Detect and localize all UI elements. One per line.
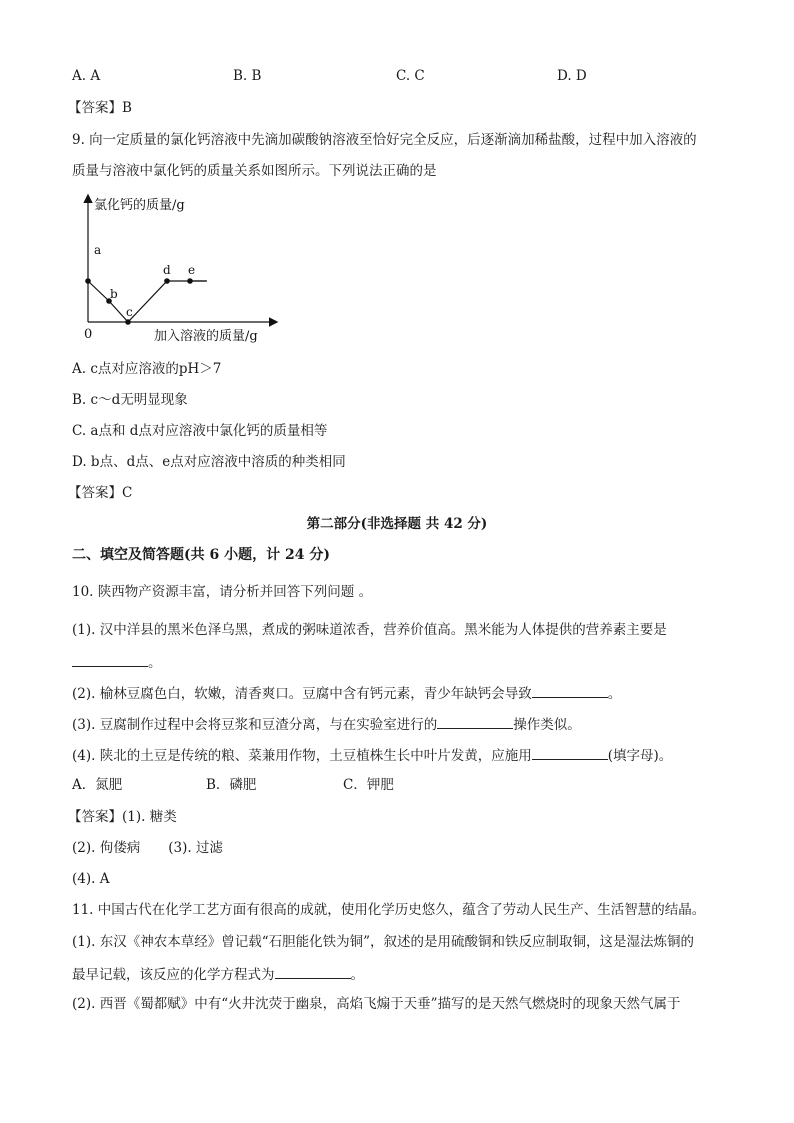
q11-part1-text: 最早记载，该反应的化学方程式为: [72, 967, 275, 983]
answer-value: B: [122, 100, 132, 116]
q11-stem: 11. 中国古代在化学工艺方面有很高的成就，使用化学历史悠久，蕴含了劳动人民生产、生活智慧的结晶。: [72, 902, 706, 918]
point-e: [187, 278, 193, 284]
q9-graph: [72, 190, 282, 350]
q10-stem-end: 。: [358, 584, 373, 600]
q10-answer-2-3: [72, 839, 223, 857]
q10-answer-1: [68, 808, 177, 826]
answer-blank[interactable]: [437, 714, 513, 729]
answer-value: (2). 佝偻病: [72, 840, 141, 856]
label-a: a: [94, 243, 102, 257]
origin-label: 0: [84, 327, 93, 342]
q10-part4-end: (填字母)。: [607, 748, 673, 764]
q8-option-d: D. D: [557, 68, 587, 84]
section-title: 二、填空及简答题(共 6 小题，计 24 分): [72, 547, 330, 563]
answer-blank[interactable]: [532, 683, 608, 698]
point-a: [85, 278, 91, 284]
q9-stem-line1: 9. 向一定质量的氯化钙溶液中先滴加碳酸钠溶液至恰好完全反应，后逐渐滴加稀盐酸，过程中加入溶液的: [72, 132, 697, 148]
answer-blank[interactable]: [275, 964, 351, 979]
q9-stem-line2: 质量与溶液中氯化钙的质量关系如图所示。下列说法正确的是: [72, 163, 437, 179]
q10-stem-text: 10. 陕西物产资源丰富，请分析并回答下列问题: [72, 584, 355, 600]
q9-option-d: D. b点、d点、e点对应溶液中溶质的种类相同: [72, 454, 346, 470]
q8-option-b: B. B: [233, 68, 262, 84]
q9-answer: [68, 484, 132, 502]
q8-option-c: C. C: [396, 68, 425, 84]
y-axis-label: 氯化钙的质量/g: [94, 198, 185, 213]
q10-answer-4: (4). A: [72, 871, 110, 887]
answer-tag: 【答案】: [68, 100, 122, 116]
part2-title: 第二部分(非选择题 共 42 分): [306, 516, 488, 532]
q9-option-b: B. c～d无明显现象: [72, 392, 188, 408]
q10-part3: [72, 714, 581, 734]
q10-option-a: A．氮肥: [72, 777, 123, 793]
q10-part2-text: (2). 榆林豆腐色白，软嫩，清香爽口。豆腐中含有钙元素，青少年缺钙会导致: [72, 686, 532, 702]
answer-blank[interactable]: [72, 652, 148, 667]
label-b: b: [110, 287, 118, 301]
answer-blank[interactable]: [532, 745, 608, 760]
q10-stem: [72, 583, 372, 601]
q11-part1-end: 。: [350, 967, 364, 983]
answer-value: (3). 过滤: [168, 840, 223, 856]
q10-option-c: C．钾肥: [343, 777, 394, 793]
curve: [88, 281, 207, 322]
q9-option-a: A. c点对应溶液的pH＞7: [72, 361, 222, 377]
q10-part1-end: 。: [148, 655, 162, 671]
answer-tag: 【答案】: [68, 809, 122, 825]
answer-value: (1). 糖类: [122, 809, 177, 825]
q11-part1-line2: [72, 964, 364, 984]
label-d: d: [163, 263, 171, 277]
point-d: [164, 278, 170, 284]
q10-part1-blank-line: [72, 652, 162, 672]
q11-part2: (2). 西晋《蜀都赋》中有“火井沈荧于幽泉，高焰飞煽于天垂”描写的是天然气燃烧时的现象天然气属于: [72, 996, 681, 1012]
x-axis-label: 加入溶液的质量/g: [154, 329, 258, 344]
q10-option-b: B．磷肥: [206, 777, 257, 793]
q11-part1-line1: (1). 东汉《神农本草经》曾记载“石胆能化铁为铜”，叙述的是用硫酸铜和铁反应制取铜，这是湿法炼铜的: [72, 934, 695, 950]
q8-option-a: A. A: [72, 68, 101, 84]
answer-tag: 【答案】: [68, 485, 122, 501]
q10-part2-end: 。: [607, 686, 622, 702]
label-c: c: [126, 305, 133, 319]
point-c: [125, 319, 131, 325]
q10-part2: [72, 683, 621, 703]
q10-part3-end: 操作类似。: [513, 717, 581, 733]
q10-part1: (1). 汉中洋县的黑米色泽乌黑，煮成的粥味道浓香，营养价值高。黑米能为人体提供的营养素主要是: [72, 622, 667, 638]
q10-part3-text: (3). 豆腐制作过程中会将豆浆和豆渣分离，与在实验室进行的: [72, 717, 438, 733]
q10-part4-text: (4). 陕北的土豆是传统的粮、菜兼用作物，土豆植株生长中叶片发黄，应施用: [72, 748, 532, 764]
answer-value: C: [122, 485, 133, 501]
q10-part4: [72, 745, 672, 765]
q9-option-c: C. a点和 d点对应溶液中氯化钙的质量相等: [72, 423, 328, 439]
label-e: e: [188, 263, 196, 277]
q8-answer: [68, 99, 132, 117]
